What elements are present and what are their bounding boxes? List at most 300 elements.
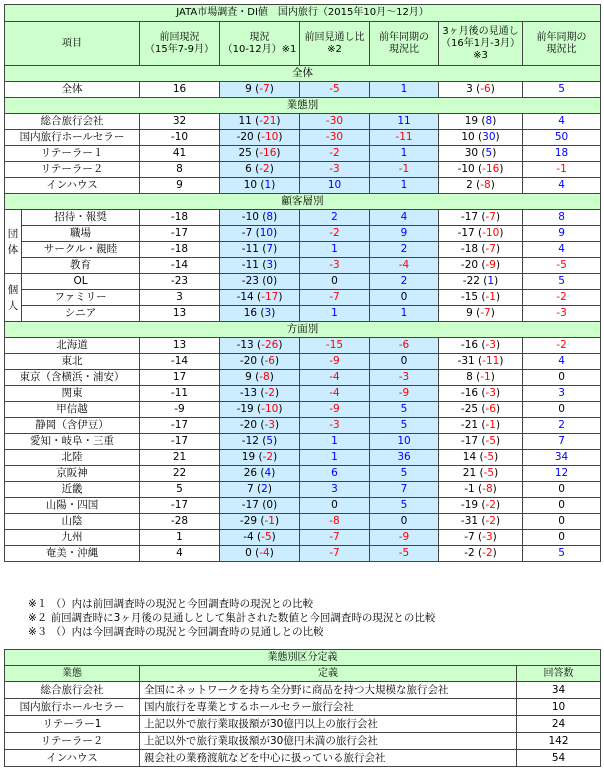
footnote: ※２ 前回調査時に3ヶ月後の見通しとして集計された数値と今回調査時の現況との比較 (28, 612, 436, 624)
cell-yoy: 5 (370, 498, 439, 514)
cell-next-value: 2 (466, 179, 473, 191)
def-count: 54 (517, 750, 601, 767)
cell-current: -4 (-5) (220, 530, 300, 546)
cell-next-diff: 8 (485, 115, 493, 127)
cell-next: -17 (-10) (439, 226, 523, 242)
cell-current-value: -29 (239, 515, 258, 527)
cell-next-value: -2 (464, 547, 475, 559)
cell-next-diff: -10 (482, 227, 500, 239)
cell-next: 14 (-5) (439, 450, 523, 466)
cell-current-diff: 1 (264, 179, 272, 191)
cell-current-value: 9 (245, 371, 252, 383)
cell-next-value: -18 (460, 243, 479, 255)
cell-next-value: 8 (466, 371, 473, 383)
def-type: 国内旅行ホールセラー (5, 699, 140, 716)
table-row (5, 450, 601, 466)
cell-next: 2 (-8) (439, 178, 523, 194)
col-header-item: 項目 (5, 22, 140, 66)
cell-current-diff: -1 (264, 515, 275, 527)
cell-yoy: -9 (370, 386, 439, 402)
row-label: 国内旅行ホールセラー (5, 130, 140, 146)
cell-current-value: 19 (241, 451, 256, 463)
cell-next-yoy: 12 (523, 466, 601, 482)
cell-current-diff: 3 (266, 259, 274, 271)
def-col-definition: 定義 (140, 666, 517, 682)
cell-prev-forecast: -3 (300, 258, 370, 274)
cell-yoy: 0 (370, 514, 439, 530)
cell-next-value: 21 (462, 467, 477, 479)
table-row (5, 226, 601, 242)
cell-current-diff: 3 (264, 307, 272, 319)
row-label: 東北 (5, 354, 140, 370)
cell-current-diff: 2 (261, 483, 268, 495)
cell-prev-forecast: -7 (300, 530, 370, 546)
cell-yoy: 5 (370, 418, 439, 434)
cell-next: -31 (-2) (439, 514, 523, 530)
cell-next-value: -21 (460, 419, 479, 431)
row-label: 九州 (5, 530, 140, 546)
cell-current-diff: -3 (264, 419, 275, 431)
cell-next-diff: 1 (487, 275, 495, 287)
cell-current-value: -14 (236, 291, 254, 303)
cell-next-value: -19 (460, 499, 479, 511)
def-count: 34 (517, 682, 601, 699)
table-row (5, 498, 601, 514)
cell-next-yoy: 4 (523, 354, 601, 370)
cell-next-yoy: -3 (523, 306, 601, 322)
cell-current-value: 10 (243, 179, 258, 191)
cell-current-value: -13 (239, 387, 258, 399)
cell-next: -15 (-1) (439, 290, 523, 306)
cell-current-value: -11 (241, 259, 259, 271)
cell-next-yoy: 0 (523, 482, 601, 498)
table-row (5, 306, 601, 322)
def-col-count: 回答数 (517, 666, 601, 682)
cell-next-diff: 30 (482, 131, 496, 143)
cell-next-value: -20 (460, 259, 479, 271)
cell-current: 9 (-8) (220, 370, 300, 386)
def-type: リテーラー1 (5, 716, 140, 733)
cell-next-value: 9 (466, 307, 473, 319)
cell-yoy: 1 (370, 146, 439, 162)
cell-prev: 17 (140, 370, 220, 386)
cell-current-diff: -6 (264, 355, 275, 367)
cell-yoy: -3 (370, 370, 439, 386)
cell-prev: -14 (140, 258, 220, 274)
cell-prev-forecast: -2 (300, 146, 370, 162)
cell-next-diff: -3 (485, 387, 496, 399)
row-label: 北陸 (5, 450, 140, 466)
cell-current-diff: -4 (259, 547, 270, 559)
cell-next-yoy: 3 (523, 386, 601, 402)
cell-current: -29 (-1) (220, 514, 300, 530)
cell-next-value: 19 (464, 115, 479, 127)
cell-next-value: 30 (464, 147, 479, 159)
cell-next-diff: -3 (482, 531, 493, 543)
cell-next: -31 (-11) (439, 354, 523, 370)
col-header-next-yoy: 前年同期の 現況比 (523, 22, 601, 66)
cell-next-value: 3 (466, 83, 473, 95)
cell-prev: -18 (140, 210, 220, 226)
definition-row (5, 733, 601, 750)
cell-prev-forecast: -9 (300, 402, 370, 418)
cell-current-diff: -5 (261, 531, 272, 543)
cell-next-yoy: -2 (523, 338, 601, 354)
cell-prev: 13 (140, 338, 220, 354)
cell-prev-forecast: -5 (300, 82, 370, 98)
cell-current-value: 16 (243, 307, 258, 319)
cell-current-diff: 0 (266, 499, 274, 511)
def-count: 24 (517, 716, 601, 733)
cell-prev: -17 (140, 418, 220, 434)
def-count: 142 (517, 733, 601, 750)
cell-current-value: -12 (241, 435, 259, 447)
cell-current-diff: -17 (261, 291, 279, 303)
cell-next-yoy: 8 (523, 210, 601, 226)
cell-current: -7 (10) (220, 226, 300, 242)
cell-current: -17 (0) (220, 498, 300, 514)
cell-prev: 21 (140, 450, 220, 466)
cell-next-diff: -7 (485, 243, 496, 255)
cell-prev-forecast: -15 (300, 338, 370, 354)
table-row (5, 242, 601, 258)
row-label: 山陰 (5, 514, 140, 530)
cell-current: -19 (-10) (220, 402, 300, 418)
definition-row (5, 682, 601, 699)
row-label: シニア (22, 306, 140, 322)
cell-current-diff: 10 (259, 227, 274, 239)
def-type: インハウス (5, 750, 140, 767)
cell-current-diff: -10 (261, 131, 279, 143)
cell-current-value: -20 (239, 355, 258, 367)
cell-next-yoy: -1 (523, 162, 601, 178)
cell-yoy: 36 (370, 450, 439, 466)
col-header-prev-forecast: 前回見通し比 ※2 (300, 22, 370, 66)
cell-next-diff: -2 (485, 499, 496, 511)
table-row (5, 130, 601, 146)
cell-current-value: -10 (241, 211, 259, 223)
cell-current: -11 (3) (220, 258, 300, 274)
cell-prev-forecast: 2 (300, 210, 370, 226)
cell-prev: 3 (140, 290, 220, 306)
cell-next: -16 (-3) (439, 338, 523, 354)
cell-next-diff: -9 (485, 259, 496, 271)
row-label: リテーラー１ (5, 146, 140, 162)
row-label: ファミリー (22, 290, 140, 306)
cell-yoy: 2 (370, 242, 439, 258)
cell-next: -1 (-8) (439, 482, 523, 498)
section-header: 顧客層別 (5, 194, 601, 210)
cell-next-diff: -3 (485, 339, 496, 351)
cell-current-diff: -21 (259, 115, 277, 127)
cell-current-diff: -2 (264, 387, 275, 399)
definition-row (5, 699, 601, 716)
def-type: 総合旅行会社 (5, 682, 140, 699)
table-row (5, 418, 601, 434)
cell-next-yoy: 0 (523, 370, 601, 386)
cell-next: -25 (-6) (439, 402, 523, 418)
def-type: リテーラー２ (5, 733, 140, 750)
cell-yoy: 4 (370, 210, 439, 226)
section-header: 全体 (5, 66, 601, 82)
table-row (5, 146, 601, 162)
footnotes (28, 597, 435, 639)
cell-current-value: -4 (243, 531, 254, 543)
table-row (5, 370, 601, 386)
cell-next: -22 (1) (439, 274, 523, 290)
cell-prev: -17 (140, 498, 220, 514)
cell-next-diff: -1 (480, 371, 491, 383)
cell-prev-forecast: 0 (300, 274, 370, 290)
definition-row (5, 750, 601, 767)
row-label: 愛知・岐阜・三重 (5, 434, 140, 450)
group-label: 個人 (5, 274, 22, 322)
cell-next: 30 (5) (439, 146, 523, 162)
cell-current-value: 26 (243, 467, 258, 479)
cell-current: -13 (-26) (220, 338, 300, 354)
cell-next-diff: -8 (482, 483, 493, 495)
cell-next-yoy: 5 (523, 274, 601, 290)
table-title: JATA市場調査・DI値 国内旅行（2015年10月～12月） (5, 5, 601, 22)
cell-yoy: 10 (370, 434, 439, 450)
cell-next: 19 (8) (439, 114, 523, 130)
cell-next: -10 (-16) (439, 162, 523, 178)
cell-next-diff: -5 (483, 467, 495, 479)
cell-prev: 13 (140, 306, 220, 322)
footnote: ※１ （）内は前回調査時の現況と今回調査時の現況との比較 (28, 598, 314, 610)
col-header-yoy: 前年同期の 現況比 (370, 22, 439, 66)
cell-prev-forecast: 0 (300, 498, 370, 514)
cell-next-value: -10 (457, 163, 475, 175)
cell-next-value: -1 (464, 483, 475, 495)
cell-current-value: 9 (245, 83, 252, 95)
cell-next: -7 (-3) (439, 530, 523, 546)
cell-prev-forecast: 6 (300, 466, 370, 482)
cell-next-value: -17 (457, 227, 475, 239)
row-label: 総合旅行会社 (5, 114, 140, 130)
cell-next: -18 (-7) (439, 242, 523, 258)
table-row (5, 178, 601, 194)
cell-next: -17 (-7) (439, 210, 523, 226)
cell-yoy: 0 (370, 354, 439, 370)
row-label: サークル・親睦 (22, 242, 140, 258)
cell-prev-forecast: -30 (300, 130, 370, 146)
cell-next-value: -17 (460, 211, 479, 223)
cell-current-value: 11 (238, 115, 252, 127)
table-row (5, 466, 601, 482)
cell-next-diff: -11 (482, 355, 500, 367)
cell-next-yoy: -2 (523, 290, 601, 306)
cell-next-diff: 5 (485, 147, 493, 159)
def-count: 10 (517, 699, 601, 716)
table-row (5, 546, 601, 562)
col-header-next: 3ヶ月後の見通し （16年1月-3月） ※3 (439, 22, 523, 66)
cell-current-value: -20 (239, 419, 258, 431)
cell-prev: -18 (140, 242, 220, 258)
cell-current-value: 0 (245, 547, 252, 559)
cell-next-value: -16 (460, 339, 479, 351)
cell-prev-forecast: -2 (300, 226, 370, 242)
cell-prev: -10 (140, 130, 220, 146)
cell-next: -17 (-5) (439, 434, 523, 450)
cell-next-yoy: 0 (523, 514, 601, 530)
cell-next-diff: -1 (485, 419, 496, 431)
cell-yoy: 1 (370, 178, 439, 194)
cell-yoy: -11 (370, 130, 439, 146)
def-text: 国内旅行を専業とするホールセラー旅行会社 (140, 699, 517, 716)
cell-current: -23 (0) (220, 274, 300, 290)
cell-next-value: -16 (460, 387, 479, 399)
cell-current-value: 6 (245, 163, 252, 175)
table-row (5, 354, 601, 370)
cell-next: 9 (-7) (439, 306, 523, 322)
row-label: 奄美・沖縄 (5, 546, 140, 562)
cell-next-yoy: 4 (523, 178, 601, 194)
cell-next-value: -7 (464, 531, 475, 543)
row-label: リテーラー２ (5, 162, 140, 178)
cell-next-yoy: 9 (523, 226, 601, 242)
cell-current: -12 (5) (220, 434, 300, 450)
cell-prev: -11 (140, 386, 220, 402)
cell-yoy: 2 (370, 274, 439, 290)
cell-current: -20 (-6) (220, 354, 300, 370)
cell-yoy: 7 (370, 482, 439, 498)
cell-prev: -28 (140, 514, 220, 530)
definition-row (5, 716, 601, 733)
cell-current-diff: 5 (266, 435, 274, 447)
table-row (5, 274, 601, 290)
cell-next-yoy: 50 (523, 130, 601, 146)
cell-prev: 4 (140, 546, 220, 562)
cell-current-diff: -2 (262, 451, 274, 463)
cell-yoy: 11 (370, 114, 439, 130)
cell-yoy: 1 (370, 306, 439, 322)
cell-next-diff: -5 (483, 451, 495, 463)
table-row (5, 482, 601, 498)
cell-current: 11 (-21) (220, 114, 300, 130)
row-label: 招待・報奨 (22, 210, 140, 226)
section-header: 業態別 (5, 98, 601, 114)
definitions-title: 業態別区分定義 (5, 650, 601, 666)
def-text: 上記以外で旅行業取扱額が30億円以上の旅行会社 (140, 716, 517, 733)
row-label: 教育 (22, 258, 140, 274)
cell-yoy: -6 (370, 338, 439, 354)
cell-prev-forecast: 1 (300, 434, 370, 450)
cell-current: -14 (-17) (220, 290, 300, 306)
def-text: 親会社の業務渡航などを中心に扱っている旅行会社 (140, 750, 517, 767)
table-row (5, 338, 601, 354)
cell-current-value: 25 (238, 147, 252, 159)
cell-prev: -17 (140, 226, 220, 242)
cell-prev: 9 (140, 178, 220, 194)
cell-prev-forecast: -4 (300, 386, 370, 402)
cell-next: -21 (-1) (439, 418, 523, 434)
cell-current: 7 (2) (220, 482, 300, 498)
cell-next: -16 (-3) (439, 386, 523, 402)
cell-next-diff: -1 (485, 291, 496, 303)
row-label: 京阪神 (5, 466, 140, 482)
section-header: 方面別 (5, 322, 601, 338)
def-text: 上記以外で旅行業取扱額が30億円未満の旅行会社 (140, 733, 517, 750)
row-label: 北海道 (5, 338, 140, 354)
cell-next-diff: -7 (485, 211, 496, 223)
cell-next: 21 (-5) (439, 466, 523, 482)
cell-yoy: -4 (370, 258, 439, 274)
group-label: 団体 (5, 210, 22, 274)
cell-prev: 5 (140, 482, 220, 498)
cell-current: -20 (-3) (220, 418, 300, 434)
table-row (5, 434, 601, 450)
cell-current-value: -13 (236, 339, 254, 351)
cell-prev-forecast: 10 (300, 178, 370, 194)
cell-current: 6 (-2) (220, 162, 300, 178)
cell-next-yoy: 18 (523, 146, 601, 162)
cell-next-diff: -6 (480, 83, 491, 95)
table-row (5, 530, 601, 546)
cell-current-diff: -8 (259, 371, 270, 383)
row-label: 全体 (5, 82, 140, 98)
cell-next: -2 (-2) (439, 546, 523, 562)
cell-current-diff: 4 (264, 467, 272, 479)
cell-prev-forecast: -9 (300, 354, 370, 370)
cell-current: -20 (-10) (220, 130, 300, 146)
col-header-current: 現況 （10-12月）※1 (220, 22, 300, 66)
cell-next: 3 (-6) (439, 82, 523, 98)
table-row (5, 258, 601, 274)
cell-next-diff: -2 (482, 547, 493, 559)
row-label: 近畿 (5, 482, 140, 498)
cell-current-diff: 7 (266, 243, 274, 255)
cell-next: -19 (-2) (439, 498, 523, 514)
cell-yoy: 5 (370, 402, 439, 418)
cell-prev-forecast: 1 (300, 450, 370, 466)
cell-prev-forecast: 1 (300, 306, 370, 322)
row-label: インハウス (5, 178, 140, 194)
cell-prev-forecast: -7 (300, 546, 370, 562)
cell-current-value: -7 (241, 227, 253, 239)
cell-yoy: 5 (370, 466, 439, 482)
cell-current-value: -11 (241, 243, 259, 255)
cell-prev: 16 (140, 82, 220, 98)
cell-yoy: -5 (370, 546, 439, 562)
cell-next-value: -17 (460, 435, 479, 447)
cell-current-diff: -7 (259, 83, 270, 95)
cell-prev-forecast: 1 (300, 242, 370, 258)
table-row (5, 114, 601, 130)
cell-next-yoy: 0 (523, 498, 601, 514)
cell-prev: -9 (140, 402, 220, 418)
cell-next-yoy: 2 (523, 418, 601, 434)
cell-current: 0 (-4) (220, 546, 300, 562)
cell-next-diff: -7 (480, 307, 491, 319)
cell-prev-forecast: -7 (300, 290, 370, 306)
col-header-prev: 前回現況 （15年7-9月） (140, 22, 220, 66)
row-label: 東京（含横浜・浦安） (5, 370, 140, 386)
cell-next-value: -31 (457, 355, 475, 367)
cell-prev: 41 (140, 146, 220, 162)
cell-next-yoy: 34 (523, 450, 601, 466)
di-table (4, 4, 601, 562)
cell-current-value: -20 (236, 131, 254, 143)
cell-yoy: 9 (370, 226, 439, 242)
cell-current: -11 (7) (220, 242, 300, 258)
cell-prev: 1 (140, 530, 220, 546)
cell-next: 10 (30) (439, 130, 523, 146)
cell-current: 25 (-16) (220, 146, 300, 162)
cell-prev-forecast: -30 (300, 114, 370, 130)
cell-current-diff: 0 (266, 275, 274, 287)
cell-current: 16 (3) (220, 306, 300, 322)
